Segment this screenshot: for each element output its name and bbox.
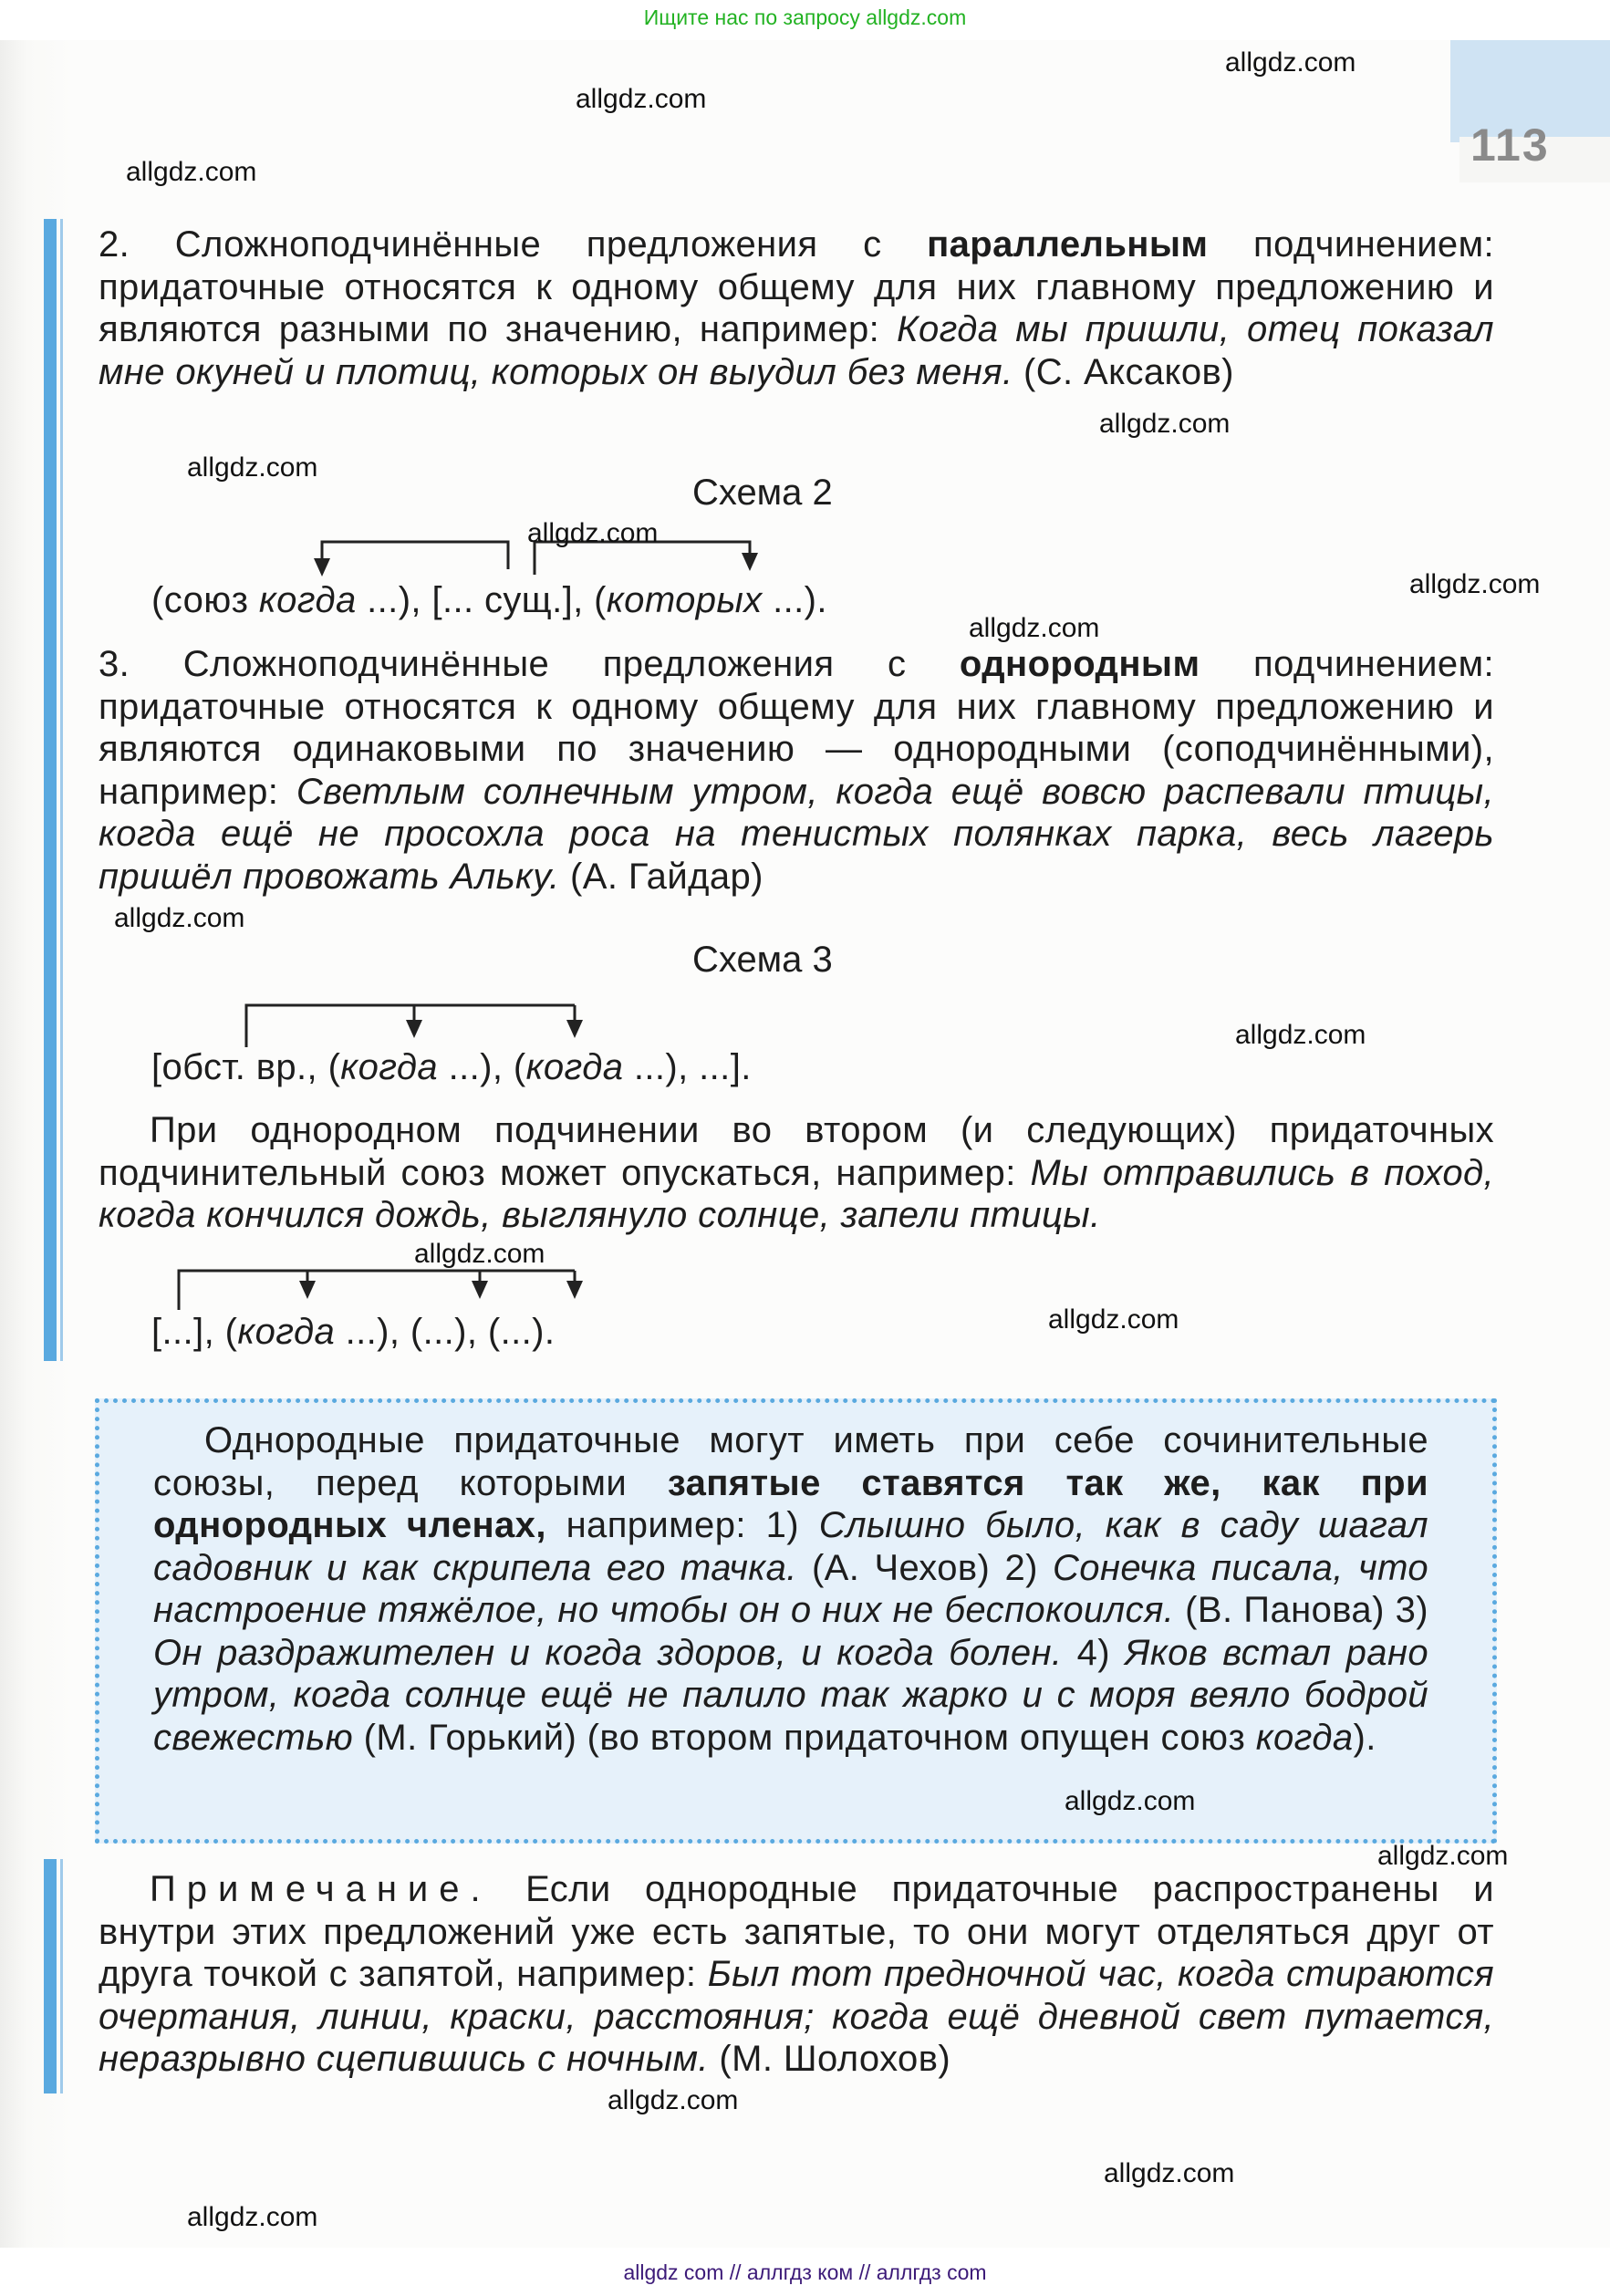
italic-text: Сонечка писала, что настроение тяжёлое, но чтобы он о них не беспокоился. (153, 1547, 1428, 1630)
italic-text: когда (525, 1047, 624, 1087)
watermark: allgdz.com (608, 2085, 739, 2115)
text-segment: 2. Сложноподчинённые предложения с (99, 224, 928, 265)
text-segment: (В. Панова) 3) (1174, 1590, 1429, 1630)
text-segment: например: 1) (545, 1505, 819, 1545)
watermark: allgdz.com (1099, 409, 1231, 439)
text-segment: [обст. вр., ( (151, 1047, 341, 1087)
page-number: 113 (1470, 119, 1550, 171)
italic-text: Светлым солнечным утром, когда ещё вовсю распевали птицы, когда ещё не просохла роса на тенистых полянках парка, весь лагерь пришёл провожать Альку. (99, 771, 1494, 897)
text-segment: подчинением: придаточные относятся к одному общему для них главному предложению и являются одинаковыми по значению — однородными (соподчинёнными), например: (99, 644, 1494, 812)
italic-text: когда (1255, 1717, 1354, 1758)
watermark: allgdz.com (1377, 1841, 1509, 1871)
schema-3-label: Схема 3 (692, 940, 833, 980)
italic-text: Он раздражителен и когда здоров, и когда болен. (153, 1632, 1063, 1673)
rule-box-text (153, 1419, 1428, 1759)
spaced-heading: Примечание. (150, 1869, 492, 1909)
italic-text: которых (606, 580, 763, 620)
text-segment: 4) (1062, 1632, 1126, 1673)
text-segment: (А. Чехов) 2) (796, 1547, 1054, 1588)
watermark: allgdz.com (414, 1239, 545, 1269)
watermark: allgdz.com (114, 903, 245, 933)
text-segment: ). (1353, 1717, 1376, 1758)
text-segment: Однородные придаточные могут иметь при себе сочинительные союзы, перед которыми (153, 1420, 1428, 1503)
text-segment: [...], ( (151, 1312, 238, 1352)
schema-4-formula (151, 1312, 555, 1353)
bold-text: запятые ставятся так же, как при однородных членах, (153, 1462, 1428, 1545)
watermark: allgdz.com (527, 518, 659, 548)
watermark: allgdz.com (126, 157, 257, 187)
italic-text: Слышно было, как в саду шагал садовник и как скрипела его тачка. (153, 1505, 1428, 1588)
text-segment: Если однородные придаточные распространены и внутри этих предложений уже есть запятые, то они могут отделяться друг от друга точкой с запятой, например: (99, 1869, 1494, 1994)
italic-text: Был тот предночной час, когда стираются очертания, линии, краски, расстояния; когда ещё дневной свет путается, неразрывно сцепившись с ночным. (99, 1954, 1494, 2079)
note-paragraph (99, 1868, 1494, 2081)
text-segment: (С. Аксаков) (1013, 351, 1234, 392)
watermark: allgdz.com (576, 84, 707, 114)
italic-text: когда (340, 1047, 439, 1087)
italic-text: когда (258, 580, 357, 620)
watermark: allgdz.com (1235, 1020, 1366, 1050)
italic-text: когда (237, 1312, 336, 1352)
schema-2-label: Схема 2 (692, 473, 833, 513)
text-segment: 3. Сложноподчинённые предложения с (99, 644, 960, 684)
text-segment: ...). (762, 580, 827, 620)
text-segment: (А. Гайдар) (559, 856, 763, 897)
watermark: allgdz.com (187, 452, 318, 483)
watermark: allgdz.com (969, 613, 1100, 643)
watermark: allgdz.com (1225, 47, 1356, 78)
text-segment: (М. Шолохов) (708, 2039, 951, 2079)
text-segment: ...), ...]. (623, 1047, 752, 1087)
footer-link-text: allgdz com // аллгдз ком // аллгдз com (623, 2260, 987, 2284)
italic-text: Когда мы пришли, отец показал мне окуней и плотиц, которых он выудил без меня. (99, 309, 1494, 392)
text-segment: (М. Горький) (во втором придаточном опущен союз (353, 1717, 1256, 1758)
watermark: allgdz.com (187, 2202, 318, 2232)
text-segment: подчинением: придаточные относятся к одному общему для них главному предложению и являются разными по значению, например: (99, 224, 1494, 349)
italic-text: Яков встал рано утром, когда солнце ещё не палило так жарко и с моря веяло бодрой свежестью (153, 1632, 1428, 1758)
bold-text: однородным (959, 644, 1200, 684)
text-segment: При однородном подчинении во втором (и следующих) придаточных подчинительный союз может опускаться, например: (99, 1110, 1494, 1193)
watermark: allgdz.com (1048, 1304, 1179, 1335)
text-segment: (союз (151, 580, 259, 620)
watermark: allgdz.com (1104, 2158, 1235, 2188)
bold-text: параллельным (927, 224, 1209, 265)
text-segment: ...), ( (438, 1047, 526, 1087)
text-segment: ...), [... сущ.], ( (356, 580, 607, 620)
search-banner: Ищите нас по запросу allgdz.com (643, 5, 967, 29)
text-segment: ...), (...), (...). (335, 1312, 556, 1352)
watermark: allgdz.com (1065, 1786, 1196, 1816)
italic-text: Мы отправились в поход, когда кончился дождь, выглянуло солнце, запели птицы. (99, 1152, 1494, 1235)
note-bar (44, 1859, 57, 2093)
watermark: allgdz.com (1409, 569, 1541, 599)
